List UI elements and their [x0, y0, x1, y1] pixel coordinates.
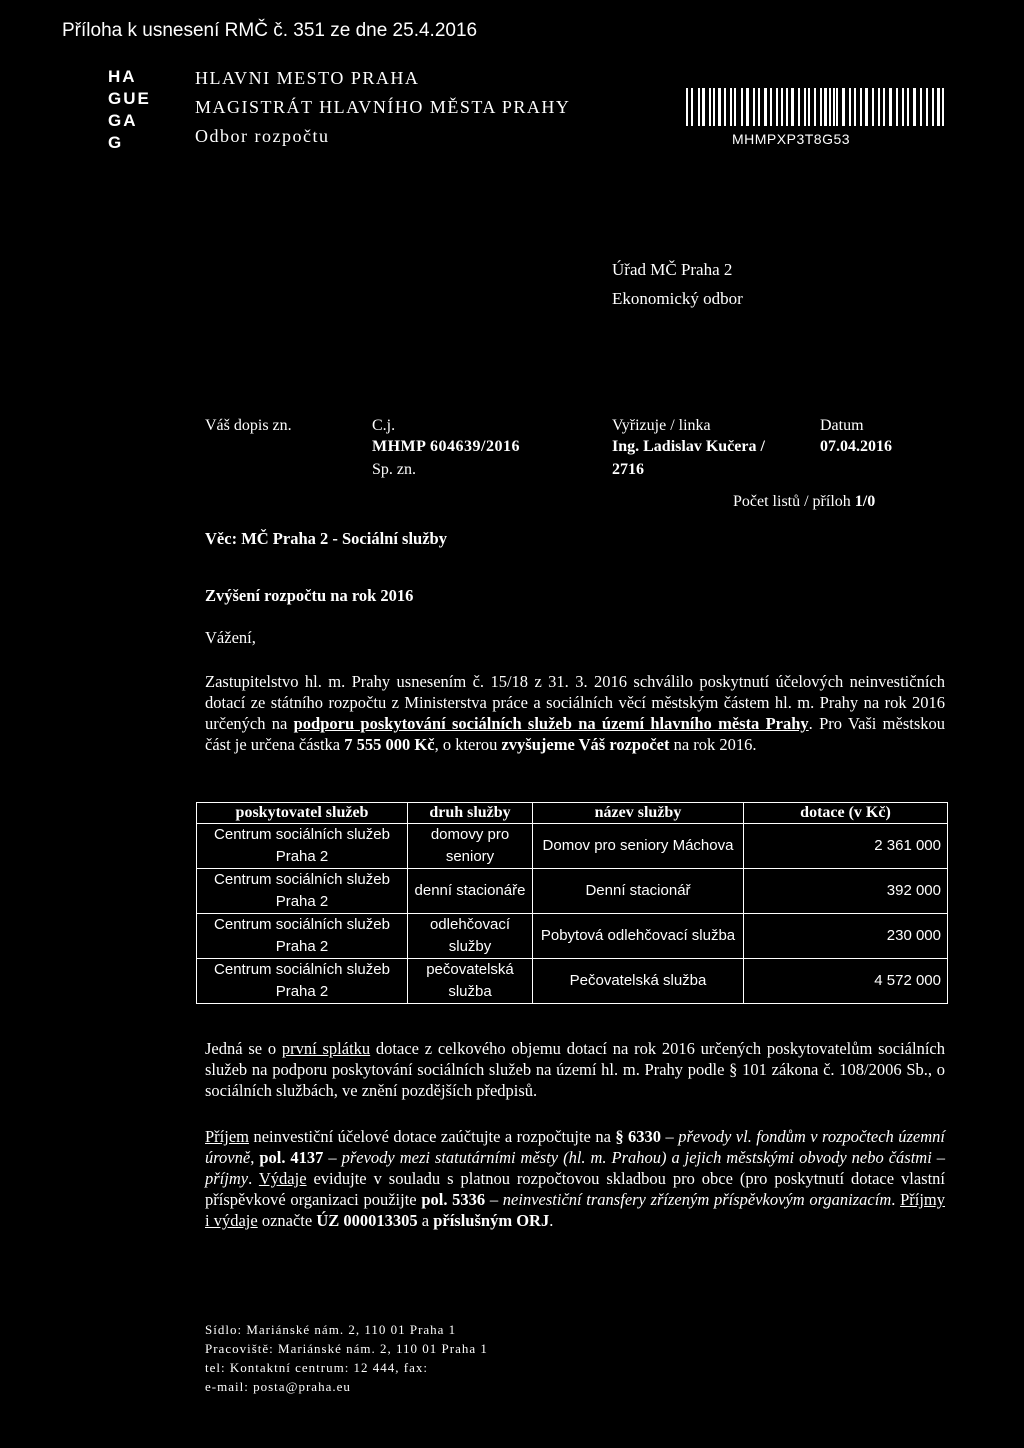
text: neinvestiční účelové dotace zaúčtujte a rozpočtujte na [249, 1127, 616, 1146]
letterhead [195, 64, 570, 151]
text-italic: – neinvestiční transfery zřízeným příspěvkovým organizacím [485, 1190, 892, 1209]
footer-phone: tel: Kontaktní centrum: 12 444, fax: [205, 1360, 429, 1375]
amount: 7 555 000 Kč [344, 735, 435, 754]
cj-label: C.j. [372, 417, 396, 434]
paragraph-accounting [205, 1126, 945, 1231]
table-cell: Centrum sociálních služeb Praha 2 [197, 914, 408, 959]
handler-name: Ing. Ladislav Kučera / [612, 438, 765, 455]
text: . Pro Vaši městskou část je určena částka [205, 714, 946, 754]
text: dotace z celkového objemu dotací na rok 2016 určených poskytovatelům sociálních služeb na podporu poskytování sociálních služeb na území hl. m. Prahy podle § 101 zákona č. 108/2006 Sb., o sociálních službách, ve znění pozdějších předpisů. [205, 1039, 945, 1100]
text-bold: pol. 4137 [259, 1148, 324, 1167]
footer-workplace: Pracoviště: Mariánské nám. 2, 110 01 Praha 1 [205, 1341, 488, 1356]
subject-line [205, 529, 447, 549]
text: a [417, 1211, 434, 1230]
handler-label: Vyřizuje / linka [612, 417, 711, 434]
table-header-row [197, 803, 948, 824]
text-bold: pol. 5336 [421, 1190, 486, 1209]
sheet-count-label: Počet listů / příloh [733, 493, 851, 510]
barcode-icon [686, 88, 944, 126]
letter-headline: Zvýšení rozpočtu na rok 2016 [205, 586, 414, 605]
text: , o kterou [434, 735, 502, 754]
text-underlined: podporu poskytování sociálních služeb na území hlavního města Prahy [293, 714, 809, 733]
text-bold: zvyšujeme Váš rozpočet [501, 735, 670, 754]
table-row [197, 914, 948, 959]
subject-label: Věc: [205, 529, 238, 548]
sheet-count [733, 491, 875, 512]
table-cell: pečovatelská služba [408, 959, 533, 1004]
text-italic: – převody mezi statutárními městy (hl. m. Prahou) a jejich městskými obvody nebo částmi – příjmy [205, 1148, 946, 1188]
recipient-department: Ekonomický odbor [612, 289, 743, 308]
text-bold: ÚZ 000013305 [316, 1211, 418, 1230]
text-underlined: první splátku [281, 1039, 371, 1058]
attachment-note: Příloha k usnesení RMČ č. 351 ze dne 25.4.2016 [62, 20, 478, 41]
table-cell: 2 361 000 [744, 824, 948, 869]
column-header: název služby [533, 803, 744, 824]
text: . [891, 1190, 901, 1209]
text: na rok 2016. [669, 735, 757, 754]
spzn-label: Sp. zn. [372, 461, 416, 478]
table-cell: denní stacionáře [408, 869, 533, 914]
date-value: 07.04.2016 [820, 438, 892, 455]
column-header: poskytovatel služeb [197, 803, 408, 824]
footer-seat: Sídlo: Mariánské nám. 2, 110 01 Praha 1 [205, 1322, 457, 1337]
text: . [549, 1211, 554, 1230]
logo-line: G [108, 133, 124, 152]
subject-text: MČ Praha 2 - Sociální služby [241, 529, 447, 548]
logo-line: HA [108, 67, 137, 86]
column-header: dotace (v Kč) [744, 803, 948, 824]
table-cell: domovy pro seniory [408, 824, 533, 869]
table-cell: Pečovatelská služba [533, 959, 744, 1004]
letterhead-city: HLAVNI MESTO PRAHA [195, 68, 420, 88]
recipient-office: Úřad MČ Praha 2 [612, 260, 733, 279]
text-bold: příslušným ORJ [433, 1211, 550, 1230]
handler-phone: 2716 [612, 461, 644, 478]
barcode-number: MHMPXP3T8G53 [732, 131, 851, 147]
logo-line: GA [108, 111, 138, 130]
table-cell: 230 000 [744, 914, 948, 959]
text: Zastupitelstvo hl. m. Prahy usnesením č. 15/18 z 31. 3. 2016 schválilo poskytnutí účelových neinvestičních dotací ze státního rozpočtu z Ministerstva práce a sociálních věcí městským částem hl. m. Prahy na rok 2016 určených na [205, 672, 945, 733]
table-cell: Domov pro seniory Máchova [533, 824, 744, 869]
text-underlined: Výdaje [258, 1169, 307, 1188]
sheet-count-value: 1/0 [854, 493, 876, 510]
table-row [197, 869, 948, 914]
logo-line: GUE [108, 89, 151, 108]
table-row [197, 824, 948, 869]
recipient-address [612, 255, 743, 313]
your-letter-label: Váš dopis zn. [205, 417, 292, 434]
table-cell: 4 572 000 [744, 959, 948, 1004]
date-label: Datum [820, 417, 864, 434]
table-cell: Denní stacionář [533, 869, 744, 914]
text-underlined: Příjmy i výdaje [205, 1190, 946, 1230]
table-cell: Centrum sociálních služeb Praha 2 [197, 824, 408, 869]
footer-email[interactable]: e-mail: posta@praha.eu [205, 1379, 351, 1394]
footer-contacts [205, 1320, 488, 1396]
column-header: druh služby [408, 803, 533, 824]
text: Jedná se o [205, 1039, 282, 1058]
letterhead-department: Odbor rozpočtu [195, 126, 330, 146]
text: evidujte v souladu s platnou rozpočtovou skladbou pro obce (pro poskytnutí dotace vlastní příspěvkové organizaci použijte [205, 1169, 945, 1209]
text: , [250, 1148, 260, 1167]
prague-logo [108, 66, 151, 154]
paragraph-allocation [205, 671, 945, 755]
text-bold: § 6330 [615, 1127, 662, 1146]
text: označte [257, 1211, 317, 1230]
table-cell: Centrum sociálních služeb Praha 2 [197, 959, 408, 1004]
text-underlined: Příjem [205, 1127, 249, 1146]
table-cell: Centrum sociálních služeb Praha 2 [197, 869, 408, 914]
table-cell: odlehčovací služby [408, 914, 533, 959]
subsidy-table [196, 802, 948, 1004]
letterhead-office: MAGISTRÁT HLAVNÍHO MĚSTA PRAHY [195, 97, 571, 117]
table-row [197, 959, 948, 1004]
cj-value: MHMP 604639/2016 [372, 438, 520, 455]
text: . [248, 1169, 259, 1188]
table-cell: 392 000 [744, 869, 948, 914]
text-italic: – převody vl. fondům v rozpočtech územní úrovně [205, 1127, 945, 1167]
paragraph-first-installment [205, 1038, 945, 1101]
salutation: Vážení, [205, 628, 256, 647]
table-cell: Pobytová odlehčovací služba [533, 914, 744, 959]
